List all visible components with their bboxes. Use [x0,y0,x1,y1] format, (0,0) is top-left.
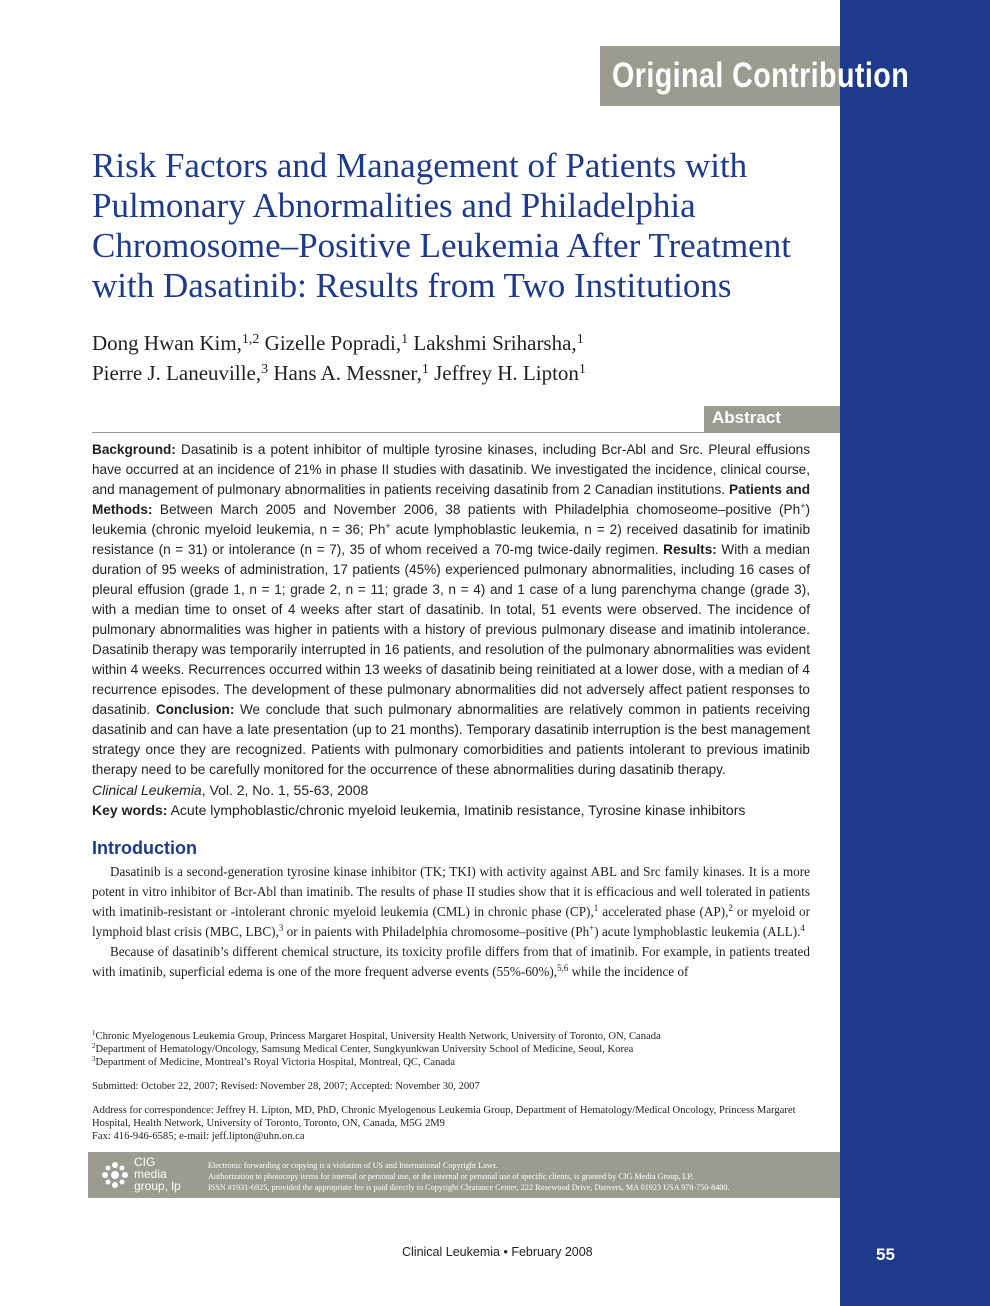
author-name: Gizelle Popradi, [264,331,402,355]
reference-marker: 5,6 [557,963,569,973]
footnote [92,1043,812,1056]
citation-line [92,780,812,800]
text-run: Dasatinib is a second-generation tyrosine kinase inhibitor (TK; TKI) with activity against ABL and Src family kinases. It is a more potent in vitro inhibitor of Bcr-Abl than imatinib. The results of phase II studies show that it is efficacious and well tolerated in patients with imatinib-resistant or -intolerant chronic myeloid leukemia (CML) in chronic phase (CP), [92,864,810,919]
author-name: Hans A. Messner, [273,361,422,385]
author-affiliation: 1 [578,362,586,377]
author-affiliation: 3 [261,362,269,377]
abstract-background-heading: Background: [92,442,176,457]
superscript: + [589,923,595,933]
reference-marker: 4 [800,923,805,933]
correspondence-block [92,1104,812,1143]
section-label: Original Contribution [612,56,910,95]
footnote-text: Chronic Myelogenous Leukemia Group, Princess Margaret Hospital, University Health Network, University of Toronto, ON, Canada [95,1031,661,1042]
logo-line: CIG [134,1155,156,1169]
introduction-body [92,862,810,982]
footnote [92,1030,812,1043]
abstract-methods-text: Between March 2005 and November 2006, 38 patients with Philadelphia chomoseome–positive (Ph [152,502,801,517]
author-line-2 [92,358,792,388]
copyright-notice [208,1160,838,1193]
author-affiliation: 1,2 [241,332,260,347]
paragraph [92,862,810,942]
abstract-conclusion-heading: Conclusion: [155,702,235,717]
journal-name: Clinical Leukemia [92,782,202,798]
reference-marker: 1 [593,903,599,913]
text-run: or in paients with Philadelphia chromosome–positive (Ph [283,924,590,939]
keywords-line [92,800,812,820]
author-name: Jeffrey H. Lipton [434,361,579,385]
citation-details: , Vol. 2, No. 1, 55-63, 2008 [201,782,369,798]
introduction-heading: Introduction [92,838,197,858]
affiliation-footnotes [92,1030,812,1069]
correspondence-address: Address for correspondence: Jeffrey H. Lipton, MD, PhD, Chronic Myelogenous Leukemia Group, Department of Hematology/Medical Oncology, Princess Margaret Hospital, Health Network, University of Toronto, Toronto, ON, Canada, M5G 2M9 [92,1105,796,1129]
abstract-body [92,440,810,780]
reference-marker: 3 [278,923,284,933]
abstract-methods-text: acute lymphoblastic leukemia, n = 2) received dasatinib for imatinib resistance (n = 31) or intolerance (n = 7), 35 of whom received a 70-mg twice-daily regimen. [92,522,811,557]
copyright-line: Electronic forwarding or copying is a violation of US and International Copyright Laws. [208,1161,498,1170]
author-line-1 [92,328,792,358]
running-footer [402,1245,593,1259]
abstract-label: Abstract [712,408,781,427]
footer-separator: • [503,1245,508,1259]
page-number: 55 [876,1245,895,1264]
author-affiliation: 1 [401,332,409,347]
copyright-line: ISSN #1931-6925, provided the appropriate fee is paid directly to Copyright Clearance Center, 222 Rosewood Drive, Danvers, MA 01923 USA 978-750-8400. [208,1183,730,1192]
author-name: Dong Hwan Kim, [92,331,242,355]
paragraph [92,942,810,982]
keywords-text: Acute lymphoblastic/chronic myeloid leukemia, Imatinib resistance, Tyrosine kinase inhibitors [167,802,746,818]
side-color-bar [840,0,990,1306]
author-affiliation: 1 [421,362,429,377]
abstract-methods-heading: Patients and Methods: [92,482,810,517]
reference-marker: 2 [728,903,733,913]
abstract-divider [92,432,840,433]
abstract-results-heading: Results: [663,542,717,557]
logo-line: group, lp [134,1179,181,1193]
abstract-results-text: With a median duration of 95 weeks of administration, 17 patients (45%) experienced pulmonary abnormalities, including 16 cases of pleural effusion (grade 1, n = 1; grade 2, n = 11; grade 3, n = 4) and 1 case of a lung parenchyma change (grade 3), with a median time to onset of 4 weeks after start of dasatinib. In total, 51 events were observed. The incidence of pulmonary abnormalities was higher in patients with a history of previous pulmonary disease and imatinib intolerance. Dasatinib therapy was temporarily interrupted in 16 patients, and resolution of the pulmonary abnormalities was evident within 4 weeks. Recurrences occurred within 13 weeks of dasatinib being reinitiated at a lower dose, with a median of 4 recurrence episodes. The development of these pulmonary abnormalities did not adversely affect patient responses to dasatinib. [92,542,810,717]
abstract-background-text: Dasatinib is a potent inhibitor of multiple tyrosine kinases, including Bcr-Abl and Src. Pleural effusions have occurred at an incidence of 21% in phase II studies with dasatinib. We investigated the incidence, clinical course, and management of pulmonary abnormalities in patients receiving dasatinib from 2 Canadian institutions. [92,442,810,497]
text-run: ) acute lymphoblastic leukemia (ALL). [594,924,801,939]
text-run: while the incidence of [568,964,689,979]
cig-logo-text [134,1156,181,1192]
abstract-methods-text: ) leukemia (chronic myeloid leukemia, n = 36; Ph [92,502,810,537]
footnote-text: Department of Hematology/Oncology, Samsung Medical Center, Sungkyunkwan University School of Medicine, Seoul, Korea [95,1044,634,1055]
correspondence-contact: Fax: 416-946-6585; e-mail: jeff.lipton@uhn.on.ca [92,1131,305,1142]
superscript: + [385,521,391,531]
superscript: + [800,501,806,511]
citation-block [92,780,812,820]
author-name: Lakshmi Sriharsha, [413,331,577,355]
abstract-conclusion-text: We conclude that such pulmonary abnormalities are relatively common in patients receiving dasatinib and can have a late presentation (up to 21 months). Temporary dasatinib interruption is the best management strategy once they are recognized. Patients with pulmonary comorbidities and patients intolerant to previous imatinib therapy need to be carefully monitored for the occurrence of these abnormalities during dasatinib therapy. [92,702,810,777]
author-name: Pierre J. Laneuville, [92,361,262,385]
text-run: accelerated phase (AP), [598,904,729,919]
footer-date: February 2008 [511,1245,593,1259]
copyright-line: Authorization to photocopy items for internal or personal use, or the internal or personal use of specific clients, is granted by CIG Media Group, LP, [208,1172,694,1181]
footer-journal: Clinical Leukemia [402,1245,500,1259]
logo-line: media [134,1167,167,1181]
author-list [92,328,792,388]
footnote-number: 2 [92,1042,96,1050]
article-title: Risk Factors and Management of Patients with Pulmonary Abnormalities and Philadelphia Chromosome–Positive Leukemia After Treatment with Dasatinib: Results from Two Institutions [92,146,791,305]
footnote-number: 1 [92,1029,96,1037]
keywords-label: Key words: [92,802,168,818]
text-run: or myeloid or lymphoid blast crisis (MBC, LBC), [92,904,810,939]
text-run: Because of dasatinib’s different chemical structure, its toxicity profile differs from that of imatinib. For example, in patients treated with imatinib, superficial edema is one of the more frequent adverse events (55%-60%), [92,944,810,979]
footnote [92,1056,812,1069]
footnote-text: Department of Medicine, Montreal’s Royal Victoria Hospital, Montreal, QC, Canada [95,1057,456,1068]
author-affiliation: 1 [576,332,584,347]
footnote-number: 3 [92,1055,96,1063]
submission-dates: Submitted: October 22, 2007; Revised: November 28, 2007; Accepted: November 30, 2007 [92,1081,480,1092]
